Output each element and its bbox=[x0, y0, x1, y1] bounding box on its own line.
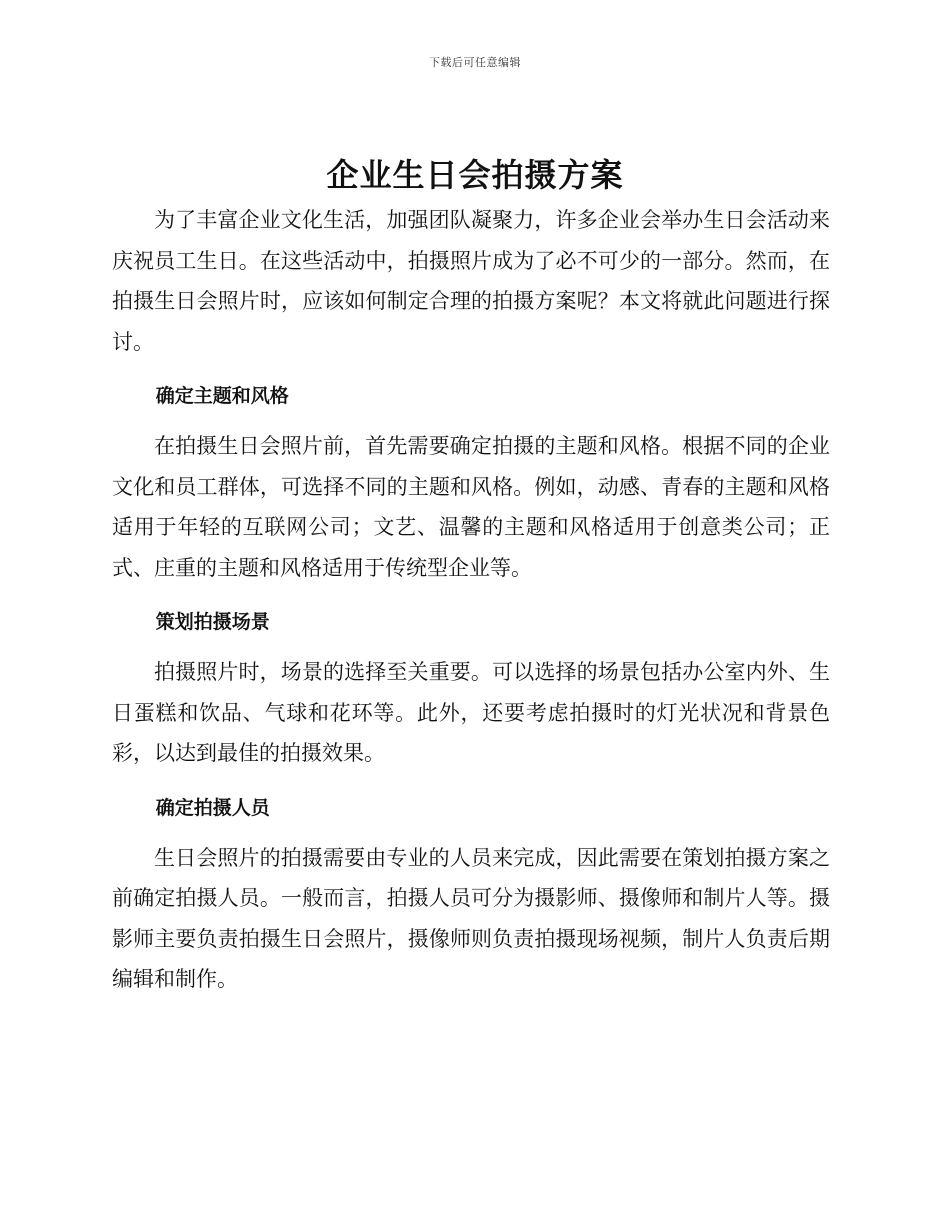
section-body-staff: 生日会照片的拍摄需要由专业的人员来完成，因此需要在策划拍摄方案之前确定拍摄人员。一般而言，拍摄人员可分为摄影师、摄像师和制片人等。摄影师主要负责拍摄生日会照片，摄像师则负责拍摄现场视频，制片人负责后期编辑和制作。 bbox=[112, 845, 830, 991]
section-heading-theme: 确定主题和风格 bbox=[155, 385, 289, 407]
section-body-scene: 拍摄照片时，场景的选择至关重要。可以选择的场景包括办公室内外、生日蛋糕和饮品、气球和花环等。此外，还要考虑拍摄时的灯光状况和背景色彩，以达到最佳的拍摄效果。 bbox=[112, 660, 830, 765]
intro-paragraph: 为了丰富企业文化生活，加强团队凝聚力，许多企业会举办生日会活动来庆祝员工生日。在这些活动中，拍摄照片成为了必不可少的一部分。然而，在拍摄生日会照片时，应该如何制定合理的拍摄方案呢？本文将就此问题进行探讨。 bbox=[112, 208, 830, 354]
header-note: 下载后可任意编辑 bbox=[429, 56, 521, 69]
section-body-theme: 在拍摄生日会照片前，首先需要确定拍摄的主题和风格。根据不同的企业文化和员工群体，可选择不同的主题和风格。例如，动感、青春的主题和风格适用于年轻的互联网公司；文艺、温馨的主题和风格适用于创意类公司；正式、庄重的主题和风格适用于传统型企业等。 bbox=[112, 434, 830, 580]
spacer bbox=[112, 362, 830, 376]
spacer bbox=[112, 416, 830, 426]
section-heading-scene: 策划拍摄场景 bbox=[155, 611, 270, 633]
spacer bbox=[112, 588, 830, 602]
spacer bbox=[112, 642, 830, 652]
section-heading-staff: 确定拍摄人员 bbox=[155, 796, 270, 819]
document-title: 企业生日会拍摄方案 bbox=[326, 156, 624, 194]
spacer bbox=[112, 774, 830, 788]
document-body bbox=[112, 200, 830, 1000]
spacer bbox=[112, 828, 830, 838]
